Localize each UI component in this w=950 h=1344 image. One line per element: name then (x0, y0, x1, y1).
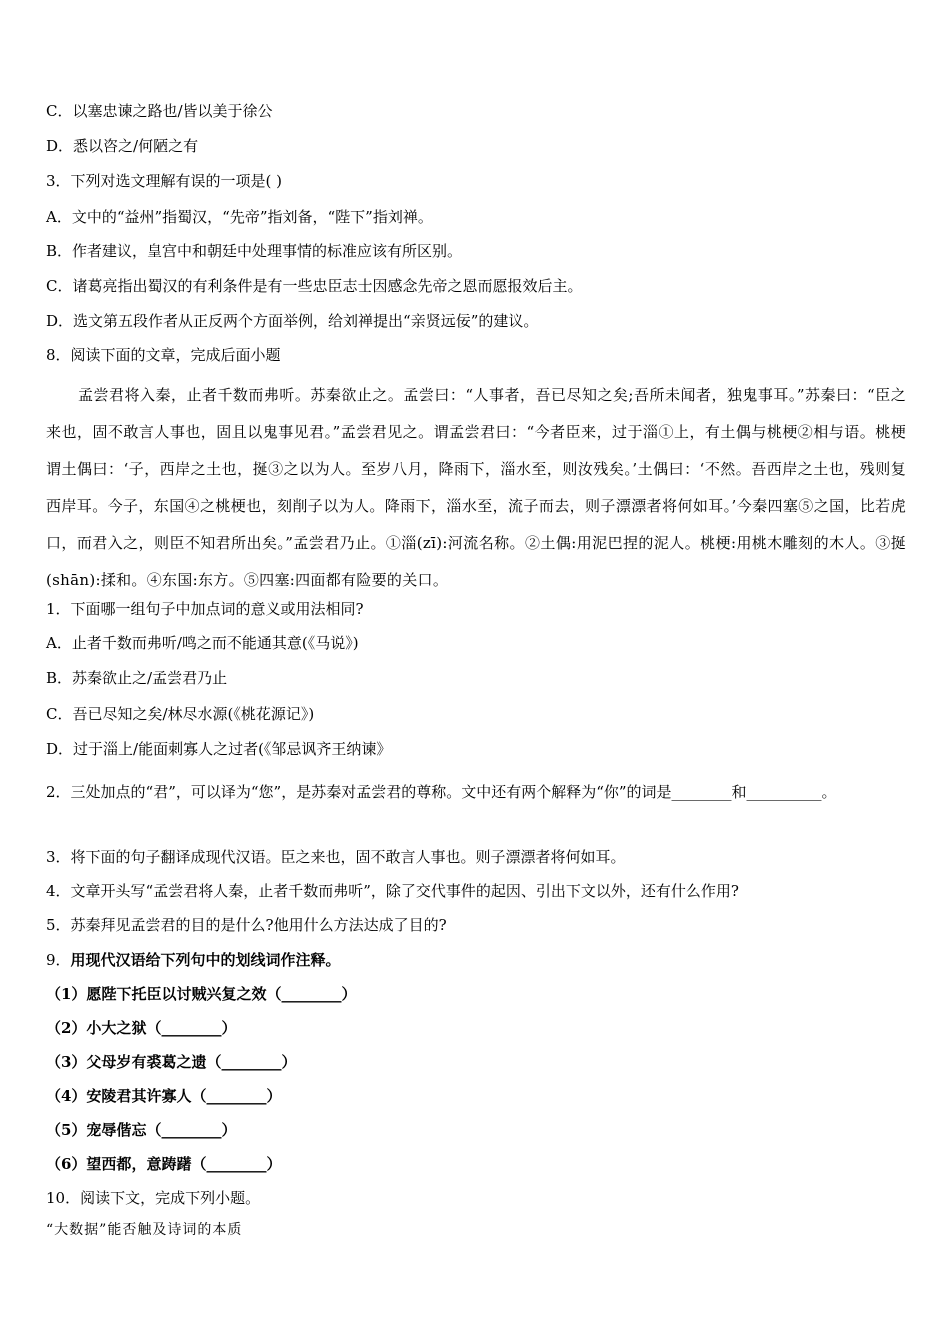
q7-3-stem: 3．下列对选文理解有误的一项是( ) (46, 172, 283, 190)
q9-item-5: （5）宠辱偕忘（________） (46, 1121, 237, 1139)
q7-option-c: C．以塞忠谏之路也/皆以美于徐公 (46, 102, 273, 120)
q8-1-option-a: A．止者千数而弗听/鸣之而不能通其意(《马说》) (46, 634, 359, 652)
q9-item-6: （6）望西都，意踌躇（________） (46, 1155, 282, 1173)
q7-3-option-d: D．选文第五段作者从正反两个方面举例，给刘禅提出“亲贤远佞”的建议。 (46, 312, 539, 330)
q8-1-option-d: D．过于淄上/能面刺寡人之过者(《邹忌讽齐王纳谏》 (46, 740, 392, 758)
q8-3-question: 3．将下面的句子翻译成现代汉语。臣之来也，固不敢言人事也。则子漂漂者将何如耳。 (46, 848, 626, 866)
q7-3-option-a: A．文中的“益州”指蜀汉，“先帝”指刘备，“陛下”指刘禅。 (46, 208, 433, 226)
q9-item-3: （3）父母岁有裘葛之遗（________） (46, 1053, 297, 1071)
q7-option-d: D．悉以咨之/何陋之有 (46, 137, 199, 155)
q9-number: 9． (46, 951, 71, 969)
q7-3-option-c: C．诸葛亮指出蜀汉的有利条件是有一些忠臣志士因感念先帝之恩而愿报效后主。 (46, 277, 583, 295)
q9-item-2: （2）小大之狱（________） (46, 1019, 237, 1037)
q9-heading (46, 949, 906, 971)
q8-5-question: 5．苏秦拜见孟尝君的目的是什么?他用什么方法达成了目的? (46, 916, 447, 934)
q8-passage: 孟尝君将入秦，止者千数而弗听。苏秦欲止之。孟尝曰：“人事者，吾已尽知之矣;吾所未闻者，独鬼事耳。”苏秦曰：“臣之来也，固不敢言人事也，固且以鬼事见君。”孟尝君见之。谓孟尝君曰：“今者臣来，过于淄①上，有土偶与桃梗②相与语。桃梗谓土偶曰：‘子，西岸之土也，挻③之以为人。至岁八月，降雨下，淄水至，则汝残矣。’土偶曰：‘不然。吾西岸之土也，残则复西岸耳。今子，东国④之桃梗也，刻削子以为人。降雨下，淄水至，流子而去，则子漂漂者将何如耳。’今秦四塞⑤之国，比若虎口，而君入之，则臣不知君所出矣。”孟尝君乃止。①淄(zī):河流名称。②土偶:用泥巴捏的泥人。桃梗:用桃木雕刻的木人。③挻(shān):揉和。④东国:东方。⑤四塞:四面都有险要的关口。 (46, 386, 906, 589)
q8-1-option-b: B．苏秦欲止之/孟尝君乃止 (46, 669, 228, 687)
q7-3-option-b: B．作者建议，皇宫中和朝廷中处理事情的标准应该有所区别。 (46, 242, 463, 260)
q8-1-option-c: C．吾已尽知之矣/林尽水源(《桃花源记》) (46, 705, 315, 723)
q8-2-question: 2．三处加点的“君”，可以译为“您”，是苏秦对孟尝君的尊称。文中还有两个解释为“你”的词是________和__________。 (46, 783, 837, 801)
q8-heading: 8．阅读下面的文章，完成后面小题 (46, 346, 281, 364)
q10-article-title: “大数据”能否触及诗词的本质 (46, 1222, 243, 1238)
q8-4-question: 4．文章开头写“孟尝君将人秦，止者千数而弗听”，除了交代事件的起因、引出下文以外，还有什么作用? (46, 882, 739, 900)
q9-item-1: （1）愿陛下托臣以讨贼兴复之效（________） (46, 985, 357, 1003)
q10-heading: 10．阅读下文，完成下列小题。 (46, 1189, 261, 1207)
q9-stem: 用现代汉语给下列句中的划线词作注释。 (70, 951, 341, 969)
q8-1-stem: 1．下面哪一组句子中加点词的意义或用法相同? (46, 600, 364, 618)
q9-item-4: （4）安陵君其许寡人（________） (46, 1087, 282, 1105)
